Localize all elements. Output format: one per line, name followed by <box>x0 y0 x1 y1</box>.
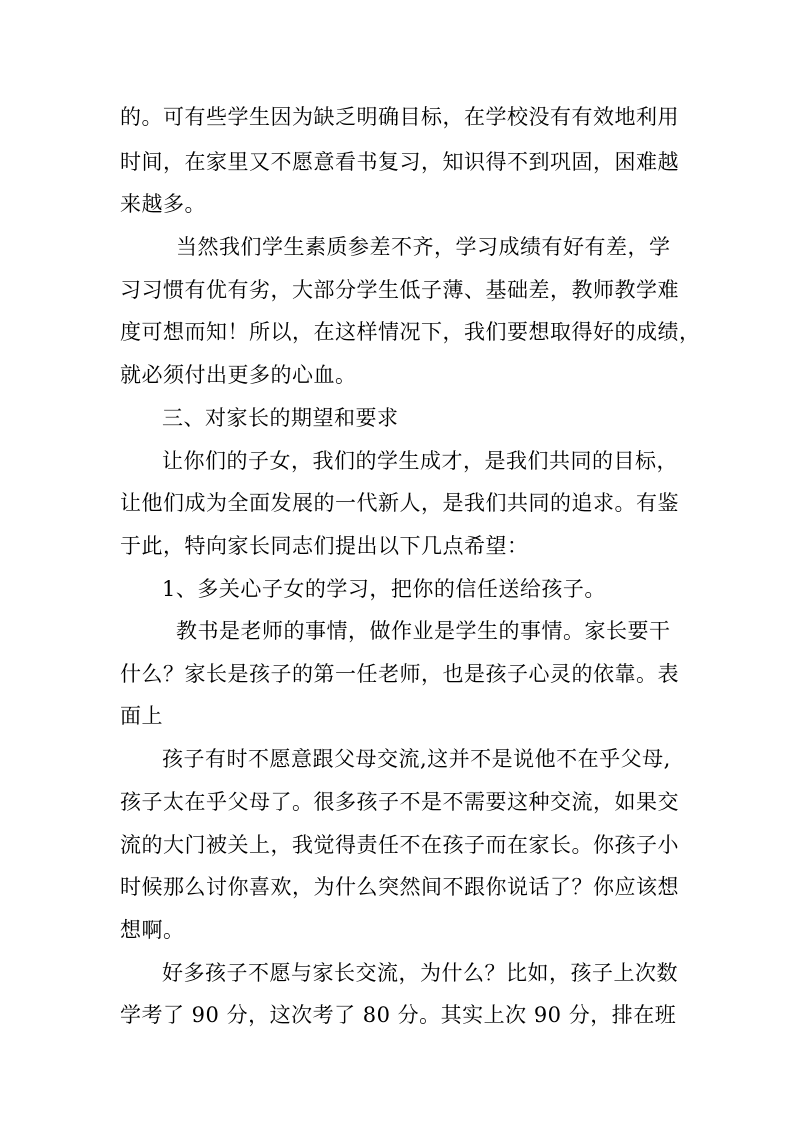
text-line: 的。可有些学生因为缺乏明确目标，在学校没有有效地利用 <box>120 105 679 129</box>
text-line: 孩子太在乎父母了。很多孩子不是不需要这种交流，如果交 <box>120 790 679 814</box>
paragraph-start: 教书是老师的事情，做作业是学生的事情。家长要干 <box>176 619 671 643</box>
text-line: 什么？家长是孩子的第一任老师，也是孩子心灵的依靠。表 <box>120 662 679 686</box>
text-line: 学考了 90 分，这次考了 80 分。其实上次 90 分，排在班 <box>120 1003 677 1027</box>
text-line: 来越多。 <box>120 192 206 216</box>
paragraph-start: 好多孩子不愿与家长交流，为什么？比如，孩子上次数 <box>162 961 678 985</box>
paragraph-start: 孩子有时不愿意跟父母交流,这并不是说他不在乎父母, <box>162 747 671 771</box>
numbered-item: 1、多关心子女的学习，把你的信任送给孩子。 <box>162 577 606 601</box>
text-line: 让他们成为全面发展的一代新人，是我们共同的追求。有鉴 <box>120 491 679 515</box>
text-line: 流的大门被关上，我觉得责任不在孩子而在家长。你孩子小 <box>120 833 679 857</box>
text-line: 想啊。 <box>120 918 185 942</box>
text-line: 习习惯有优有劣，大部分学生低子薄、基础差，教师教学难 <box>120 278 679 302</box>
text-line: 于此，特向家长同志们提出以下几点希望： <box>120 534 529 558</box>
text-line: 时候那么讨你喜欢，为什么突然间不跟你说话了？你应该想 <box>120 875 679 899</box>
section-heading: 三、对家长的期望和要求 <box>162 406 399 430</box>
text-line: 就必须付出更多的心血。 <box>120 363 357 387</box>
paragraph-start: 当然我们学生素质参差不齐，学习成绩有好有差，学 <box>176 235 671 259</box>
paragraph-start: 让你们的子女，我们的学生成才，是我们共同的目标， <box>162 449 678 473</box>
text-line: 时间，在家里又不愿意看书复习，知识得不到巩固，困难越 <box>120 150 679 174</box>
text-line: 度可想而知！所以，在这样情况下，我们要想取得好的成绩， <box>120 320 701 344</box>
text-line: 面上 <box>120 704 163 728</box>
